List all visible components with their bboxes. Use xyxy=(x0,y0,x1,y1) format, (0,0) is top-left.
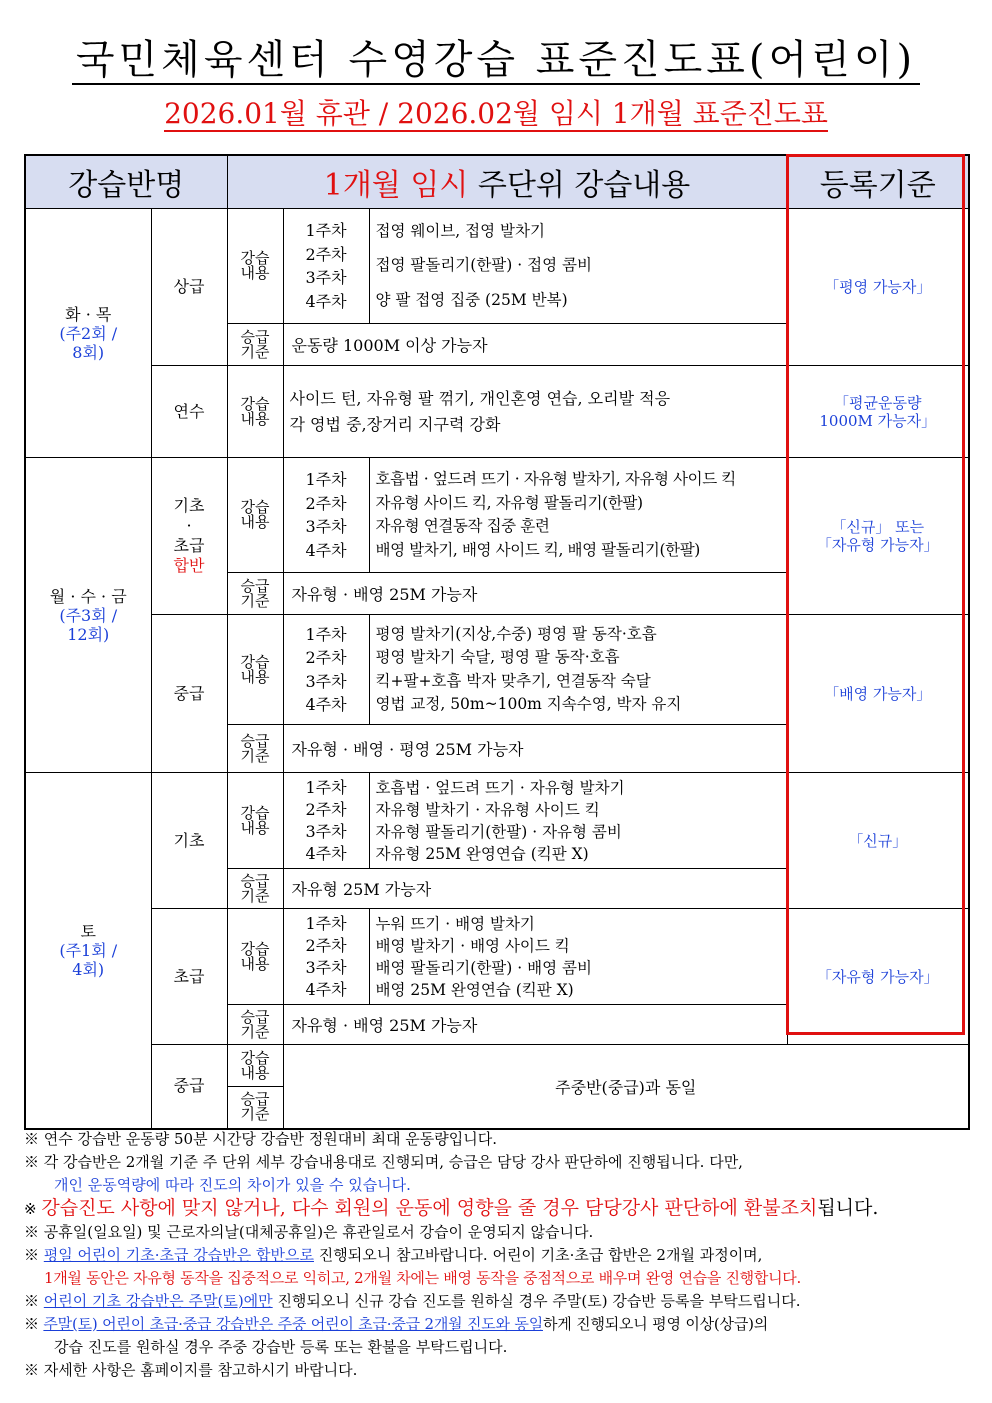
lesson-label: 강습 내용 xyxy=(227,209,283,324)
note-8: ※ 자세한 사항은 홈페이지를 참고하시기 바랍니다. xyxy=(24,1361,358,1379)
lesson-label: 강습 내용 xyxy=(227,773,283,869)
registration-criteria: 「자유형 가능자」 xyxy=(787,909,969,1045)
promotion-label: 승급 기준 xyxy=(227,573,283,615)
registration-criteria: 「평균운동량 1000M 가능자」 xyxy=(787,366,969,458)
lesson-label: 강습 내용 xyxy=(227,366,283,458)
registration-criteria: 「배영 가능자」 xyxy=(787,615,969,773)
note-2-cont: 개인 운동역량에 따라 진도의 차이가 있을 수 있습니다. xyxy=(54,1176,411,1194)
promotion-criteria: 자유형 · 배영 25M 가능자 xyxy=(283,1005,787,1045)
day-mon-wed-fri: 월 · 수 · 금 (주3회 / 12회) xyxy=(25,458,151,773)
promotion-label: 승급 기준 xyxy=(227,1087,283,1129)
page-subtitle: 2026.01월 휴관 / 2026.02월 임시 1개월 표준진도표 xyxy=(164,97,828,130)
table-row xyxy=(25,458,969,573)
lesson-label: 강습 내용 xyxy=(227,458,283,573)
promotion-criteria: 자유형 · 배영 25M 가능자 xyxy=(283,573,787,615)
note-7: ※ 주말(토) 어린이 초급·중급 강습반은 주중 어린이 초급·중급 2개월 진도와 동일하게 진행되오니 평영 이상(상급)의 xyxy=(24,1315,769,1333)
page-title: 국민체육센터 수영강습 표준진도표(어린이) xyxy=(0,28,992,85)
promotion-label: 승급 기준 xyxy=(227,324,283,366)
day-saturday: 토 (주1회 / 4회) xyxy=(25,773,151,1129)
class-basic: 기초 xyxy=(151,773,227,909)
promotion-label: 승급 기준 xyxy=(227,725,283,773)
table-row xyxy=(25,615,969,725)
table-header-row xyxy=(25,155,969,209)
note-6: ※ 어린이 기초 강습반은 주말(토)에만 진행되오니 신규 강습 진도를 원하실 경우 주말(토) 강습반 등록을 부탁드립니다. xyxy=(24,1292,801,1310)
week-labels: 1주차 2주차 3주차 4주차 xyxy=(283,773,369,869)
table-row xyxy=(25,773,969,869)
week-labels: 1주차 2주차 3주차 4주차 xyxy=(283,209,369,324)
header-content: 1개월 임시 주단위 강습내용 xyxy=(227,155,787,209)
note-5: ※ 평일 어린이 기초·초급 강습반은 합반으로 진행되오니 참고바랍니다. 어린이 기초·초급 합반은 2개월 과정이며, xyxy=(24,1246,763,1264)
progress-table xyxy=(24,154,970,1130)
promotion-label: 승급 기준 xyxy=(227,869,283,909)
week-labels: 1주차 2주차 3주차 4주차 xyxy=(283,458,369,573)
note-2: ※ 각 강습반은 2개월 기준 주 단위 세부 강습내용대로 진행되며, 승급은 담당 강사 판단하에 진행됩니다. 다만, xyxy=(24,1153,743,1171)
note-7-cont: 강습 진도를 원하실 경우 주중 강습반 등록 또는 환불을 부탁드립니다. xyxy=(54,1338,508,1356)
notes xyxy=(24,1128,984,1382)
lesson-content: 평영 발차기(지상,수중) 평영 팔 동작·호흡 평영 발차기 숙달, 평영 팔 동작·호흡 킥+팔+호흡 박자 맞추기, 연결동작 숙달 영법 교정, 50m~100m 지속수영, 박자 유지 xyxy=(369,615,787,725)
class-beginner: 초급 xyxy=(151,909,227,1045)
same-as-weekday: 주중반(중급)과 동일 xyxy=(283,1045,969,1129)
class-advanced: 상급 xyxy=(151,209,227,366)
note-4: ※ 공휴일(일요일) 및 근로자의날(대체공휴일)은 휴관일로서 강습이 운영되지 않습니다. xyxy=(24,1223,594,1241)
registration-criteria: 「평영 가능자」 xyxy=(787,209,969,366)
promotion-criteria: 자유형 25M 가능자 xyxy=(283,869,787,909)
class-intermediate: 중급 xyxy=(151,615,227,773)
note-3: ※ 강습진도 사항에 맞지 않거나, 다수 회원의 운동에 영향을 줄 경우 담당강사 판단하에 환불조치됩니다. xyxy=(24,1197,879,1219)
week-labels: 1주차 2주차 3주차 4주차 xyxy=(283,615,369,725)
lesson-label: 강습 내용 xyxy=(227,909,283,1005)
lesson-label: 강습 내용 xyxy=(227,1045,283,1087)
lesson-label: 강습 내용 xyxy=(227,615,283,725)
promotion-criteria: 운동량 1000M 이상 가능자 xyxy=(283,324,787,366)
lesson-content: 호흡법 · 엎드려 뜨기 · 자유형 발차기, 자유형 사이드 킥 자유형 사이드 킥, 자유형 팔돌리기(한팔) 자유형 연결동작 집중 훈련 배영 발차기, 배영 사이드 킥, 배영 팔돌리기(한팔) xyxy=(369,458,787,573)
header-class-name: 강습반명 xyxy=(25,155,227,209)
table-row xyxy=(25,366,969,458)
class-training: 연수 xyxy=(151,366,227,458)
registration-criteria: 「신규」 xyxy=(787,773,969,909)
table-row xyxy=(25,909,969,1005)
table-row xyxy=(25,1045,969,1087)
class-intermediate-sat: 중급 xyxy=(151,1045,227,1129)
header-registration: 등록기준 xyxy=(787,155,969,209)
promotion-label: 승급 기준 xyxy=(227,1005,283,1045)
note-1: ※ 연수 강습반 운동량 50분 시간당 강습반 정원대비 최대 운동량입니다. xyxy=(24,1130,498,1148)
note-5-cont: 1개월 동안은 자유형 동작을 집중적으로 익히고, 2개월 차에는 배영 동작을 중점적으로 배우며 완영 연습을 진행합니다. xyxy=(44,1269,801,1287)
day-tue-thu: 화 · 목 (주2회 / 8회) xyxy=(25,209,151,458)
table-row xyxy=(25,209,969,324)
week-labels: 1주차 2주차 3주차 4주차 xyxy=(283,909,369,1005)
promotion-criteria: 자유형 · 배영 · 평영 25M 가능자 xyxy=(283,725,787,773)
lesson-content: 호흡법 · 엎드려 뜨기 · 자유형 발차기 자유형 발차기 · 자유형 사이드 킥 자유형 팔돌리기(한팔) · 자유형 콤비 자유형 25M 완영연습 (킥판 X) xyxy=(369,773,787,869)
class-basic-beginner: 기초 · 초급 합반 xyxy=(151,458,227,615)
registration-criteria: 「신규」 또는 「자유형 가능자」 xyxy=(787,458,969,615)
lesson-content: 접영 웨이브, 접영 발차기 접영 팔돌리기(한팔) · 접영 콤비 양 팔 접영 집중 (25M 반복) xyxy=(369,209,787,324)
lesson-content: 사이드 턴, 자유형 팔 꺾기, 개인혼영 연습, 오리발 적응 각 영법 중,장거리 지구력 강화 xyxy=(283,366,787,458)
lesson-content: 누워 뜨기 · 배영 발차기 배영 발차기 · 배영 사이드 킥 배영 팔돌리기(한팔) · 배영 콤비 배영 25M 완영연습 (킥판 X) xyxy=(369,909,787,1005)
